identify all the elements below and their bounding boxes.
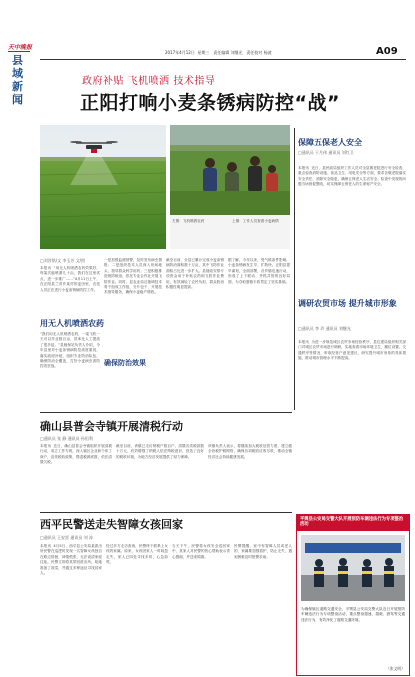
sidebar-rule	[294, 128, 295, 410]
lead-headline: 正阳打响小麦条锈病防控“战”	[80, 92, 340, 114]
ad-text: 为确保辖区道路交通安全，平舆县公安局交警大队近日开展预防车辆违法行为专项整治活动，重点整治超速、超载、酒驾等交通违法行为，有效净化了道路交通环境。	[301, 607, 405, 622]
side1-byline: □通讯员 于月伟 通讯员 刘红卫	[298, 150, 354, 155]
lead-column-2: 一是加强监测预警，及时发布病虫情报；二是组织技术人员深入田间地头，指导群众科学用药；三是积极推进统防统治，依托专业合作社开展飞防作业。同时，县农业局还抽调技术骨干组成工作组，分片包干，开展技术指导服务，确保小麦稳产增收。	[104, 258, 162, 295]
story2-col-1: 本报讯 近日，确山县普会寺镇组织开展清税行动，成立工作专班，深入辖区企业和个体工商户，宣传税收政策，摸清税源底数，依法清缴欠税。	[40, 444, 112, 465]
drone-field-illustration	[40, 125, 166, 249]
story3-byline: □通讯员 王安雷 通讯员 刘 涛	[40, 535, 93, 540]
story2-col-2: 截至目前，该镇已走访纳税户数百户，清缴各类税款数十万元，有效增强了纳税人依法纳税意识，营造了良好的税收环境，为地方经济发展提供了财力保障。	[116, 444, 204, 459]
photo-inspection	[170, 125, 290, 215]
masthead-divider-left	[8, 51, 30, 52]
side2-text: 本报讯 为进一步规范城区农贸市场经营秩序，县住建局组织相关部门对城区农贸市场进行调研，实地查看市场环境卫生、摊位设置、交通秩序等情况，听取经营户意见建议，研究提升城市形象的具体措施，推动城市管理水平不断提高。	[298, 340, 406, 361]
lead-kicker: 政府补贴 飞机喷洒 技术指导	[82, 76, 216, 87]
story2-col-3: 该镇负责人表示，将继续加大税收征管力度，建立健全协税护税网络，确保各项税收应收尽收，推动全镇经济社会持续健康发展。	[208, 444, 292, 459]
story3-col-3: 当天下午，民警将女孩安全送回家中，其家人对民警的热心帮助表示衷心感谢，并送来锦旗。	[172, 544, 230, 559]
bottom-rule	[40, 512, 292, 513]
lead-subhead-2: 确保防治效果	[104, 359, 146, 367]
story2-byline: □通讯员 张 静 通讯员 孙恒利	[40, 436, 93, 441]
photo-drone-field	[40, 125, 166, 249]
page-number: A09	[376, 46, 398, 57]
traffic-police-illustration	[301, 535, 405, 601]
story3-headline: 西平民警送走失智障女孩回家	[40, 518, 183, 531]
inspection-illustration	[170, 125, 290, 215]
ad-caption: （张文明）	[386, 666, 405, 671]
photo-caption-block	[170, 215, 290, 249]
ad-box	[296, 514, 410, 676]
lead-column-3: 截至目前，全县已累计完成小麦条锈病防治面积数十万亩，其中飞防作业面积占比进一步扩大。县财政安排专项资金用于补贴农药和飞防作业费用，有效减轻了农民负担，群众防治积极性明显提高。	[166, 258, 224, 290]
lead-column-4: 据了解，今年以来，受气候条件影响，小麦条锈病发生早、扩散快。正阳县提早谋划，全面部署，各乡镇迅速行动，形成了上下联动、齐抓共管的良好局面，为夺取夏粮丰收奠定了坚实基础。	[228, 258, 290, 284]
masthead-rule	[40, 59, 406, 60]
lead-column-1: 本报讯 “用无人机喷洒农药效果好，每架次能喷洒几十亩，我们在这里试点，进一步推广……”4月11日上午，在正阳县兰青乡某村的麦田里，农技人员正在进行小麦条锈病防控工作。	[40, 266, 100, 292]
masthead-meta: 2017年4月12日 星期三 责任编辑 刘继光 责任校对 杨波	[165, 50, 272, 55]
ad-photo	[301, 535, 405, 601]
caption-left: 左图：飞机喷洒农药	[172, 219, 205, 223]
story3-col-2: 经过多方走访查询，民警终于联系上女孩的家属。原来，女孩因家人一时疏忽走失，家人已四处寻找多时，心急如焚。	[106, 544, 168, 565]
story2-headline: 确山县普会寺镇开展清税行动	[40, 420, 183, 433]
side1-headline: 保障五保老人安全	[298, 138, 362, 147]
side1-text: 本报讯 近日，县民政局组织工作人员对全县敬老院进行安全检查，重点检查消防设施、食品卫生、用电安全等方面，要求各敬老院落实安全责任，消除安全隐患，确保五保老人生活安全。检查中发现的问题当场督促整改，切实保障五保老人的生命财产安全。	[298, 166, 406, 187]
lead-byline: □刘冒铭/文 李玉芳 文/图	[40, 258, 86, 263]
side2-headline: 调研农贸市场 提升城市形象	[298, 299, 397, 308]
story3-col-1: 本报讯 4月5日，西平县公安局某派出所民警在巡逻时发现一名智障女孩独自在路边徘徊，神情慌张，无法说清家庭住址。民警立即将其带回派出所，给她准备了饭菜，并通过多种途径寻找其家人。	[40, 544, 102, 576]
lead-column-1b: “我们用无人机喷洒农药，一架飞机一天可以作业数百亩，效率比人工提高了很多倍。”县植保站负责人介绍，今年县里对小麦条锈病防控高度重视，落实政府补贴，组织专业防治队伍，确保防治全覆盖，打好小麦病虫害防控攻坚战。	[40, 332, 100, 369]
ad-title: 平舆县公安局交警大队开展预防车辆违法行为专项整治活动	[297, 515, 409, 531]
mid-rule	[40, 412, 292, 413]
side2-byline: □通讯员 李 玲 通讯员 刘继光	[298, 326, 351, 331]
story3-col-4: 民警提醒，家中有智障人员或老人的，家属要加强看护，防止走失，遇到困难及时报警求助。	[234, 544, 292, 559]
newspaper-logo: 天中晚报	[8, 44, 33, 51]
caption-right: 上图：工作人员查看小麦病情	[232, 219, 279, 223]
lead-subhead: 用无人机喷洒农药	[40, 319, 104, 328]
section-title: 县域新闻	[12, 54, 23, 106]
